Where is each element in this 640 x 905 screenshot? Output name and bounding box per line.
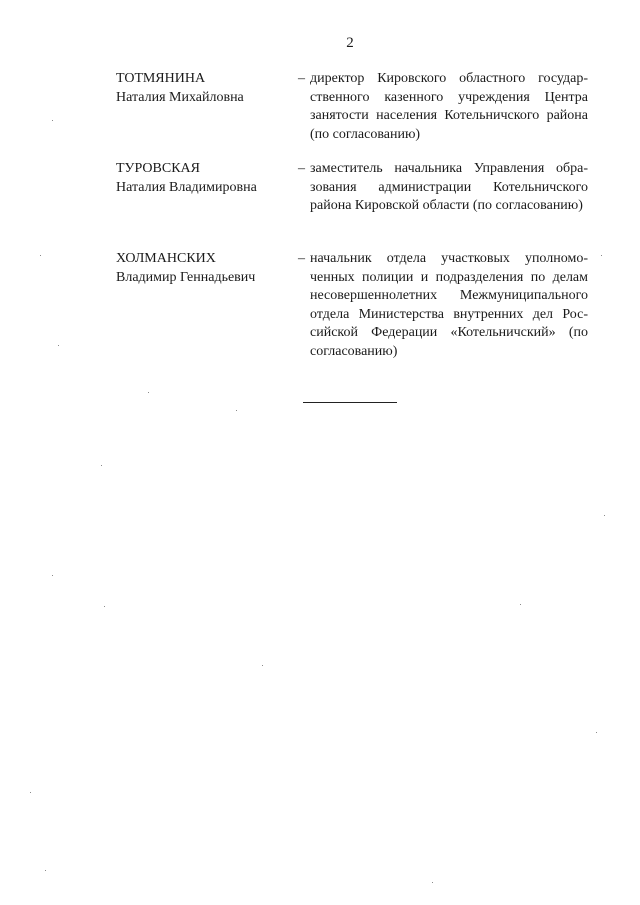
scan-speck	[58, 345, 59, 346]
scan-speck	[596, 732, 597, 733]
scan-speck	[104, 606, 105, 607]
member-position: заместитель начальника Управления образования администрации Котельничского района Кировской области (по согласованию)	[310, 161, 588, 213]
scan-speck	[30, 792, 31, 793]
entry-dash: –	[298, 251, 305, 266]
scan-speck	[52, 120, 53, 121]
member-surname: ХОЛМАНСКИХ	[116, 251, 216, 266]
entry-dash: –	[298, 161, 305, 176]
scan-speck	[148, 392, 149, 393]
scan-speck	[262, 665, 263, 666]
member-surname: ТОТМЯНИНА	[116, 71, 206, 86]
scan-speck	[236, 410, 237, 411]
scan-speck	[432, 882, 433, 883]
scan-speck	[520, 604, 521, 605]
scan-speck	[101, 465, 102, 466]
page-number: 2	[346, 35, 354, 51]
scan-speck	[45, 870, 46, 871]
scan-speck	[40, 255, 41, 256]
member-name	[116, 70, 286, 107]
entry-dash: –	[298, 71, 305, 86]
end-of-list-rule	[303, 402, 397, 403]
member-surname: ТУРОВСКАЯ	[116, 161, 200, 176]
member-position: директор Кировского областного государственного казенного учреждения Центра занятости населения Котельничского района (по согласованию)	[310, 71, 588, 142]
member-given-names: Владимир Геннадьевич	[116, 269, 256, 285]
member-given-names: Наталия Владимировна	[116, 179, 257, 195]
member-position: начальник отдела участковых уполномоченных полиции и подразделения по делам несовершеннолетних Межмуниципального отдела Министерства внутренних дел Российской Федерации «Котельничский» (по согласованию)	[310, 251, 588, 359]
member-name	[116, 160, 286, 197]
member-name	[116, 250, 286, 287]
scan-speck	[601, 255, 602, 256]
scan-speck	[52, 575, 53, 576]
scan-speck	[604, 515, 605, 516]
member-given-names: Наталия Михайловна	[116, 89, 244, 105]
